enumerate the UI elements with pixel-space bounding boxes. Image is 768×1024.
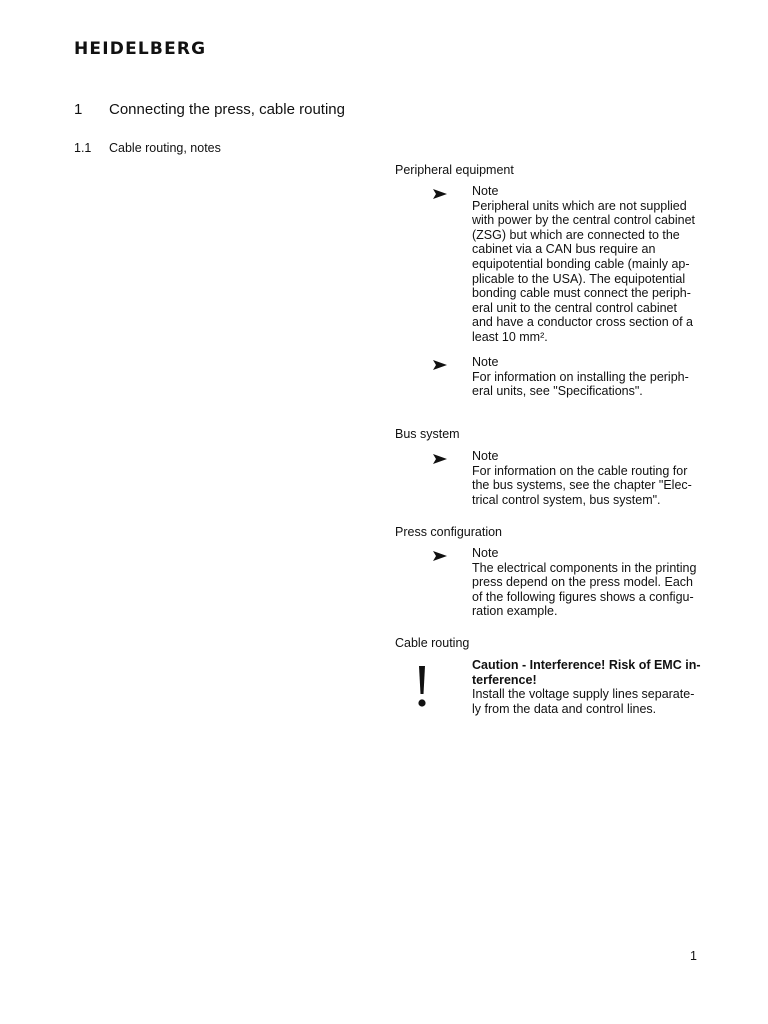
note-line: (ZSG) but which are connected to the <box>472 227 680 242</box>
heidelberg-logo <box>74 38 206 60</box>
chapter-number: 1 <box>74 101 83 118</box>
note-line: bonding cable must connect the periph- <box>472 286 691 301</box>
caution-line: Install the voltage supply lines separate- <box>472 687 695 702</box>
subchapter-title: Cable routing, notes <box>109 141 221 155</box>
caution-line: ly from the data and control lines. <box>472 701 657 716</box>
note-line: For information on the cable routing for <box>472 463 688 478</box>
subchapter-number: 1.1 <box>74 141 92 155</box>
note-line: eral unit to the central control cabinet <box>472 300 677 315</box>
note-line: and have a conductor cross section of a <box>472 315 693 330</box>
note-line: with power by the central control cabinet <box>472 213 696 228</box>
note-title: Note <box>472 184 499 198</box>
note-line: of the following figures shows a configu- <box>472 589 694 604</box>
note-line: trical control system, bus system". <box>472 492 661 507</box>
note-line: For information on installing the periph- <box>472 369 689 384</box>
note-line: The electrical components in the printing <box>472 560 697 575</box>
note-line: eral units, see "Specifications". <box>472 384 643 399</box>
exclamation-icon <box>417 662 427 713</box>
note-line: cabinet via a CAN bus require an <box>472 242 656 257</box>
logo-text: HEIDELBERG <box>74 39 207 59</box>
note-title: Note <box>472 449 499 463</box>
caution-title: Caution - Interference! Risk of EMC in- <box>472 658 701 672</box>
note-line: equipotential bonding cable (mainly ap- <box>472 256 690 271</box>
arrow-pointer-icon <box>433 186 447 204</box>
arrow-pointer-icon <box>433 451 447 469</box>
note-line: plicable to the USA). The equipotential <box>472 271 686 286</box>
note-line: Peripheral units which are not supplied <box>472 198 687 213</box>
section-title-cable: Cable routing <box>395 636 470 650</box>
section-title-bus: Bus system <box>395 427 460 441</box>
caution-title: terference! <box>472 672 537 687</box>
note-title: Note <box>472 546 499 560</box>
note-line: least 10 mm². <box>472 329 548 344</box>
note-line: the bus systems, see the chapter "Elec- <box>472 478 692 493</box>
section-title-peripheral: Peripheral equipment <box>395 163 514 177</box>
page-number: 1 <box>690 949 697 963</box>
chapter-title: Connecting the press, cable routing <box>109 101 345 118</box>
note-title: Note <box>472 355 499 369</box>
note-line: press depend on the press model. Each <box>472 575 693 590</box>
section-title-config: Press configuration <box>395 525 503 539</box>
note-line: ration example. <box>472 604 558 619</box>
arrow-pointer-icon <box>433 357 447 375</box>
arrow-pointer-icon <box>433 548 447 566</box>
